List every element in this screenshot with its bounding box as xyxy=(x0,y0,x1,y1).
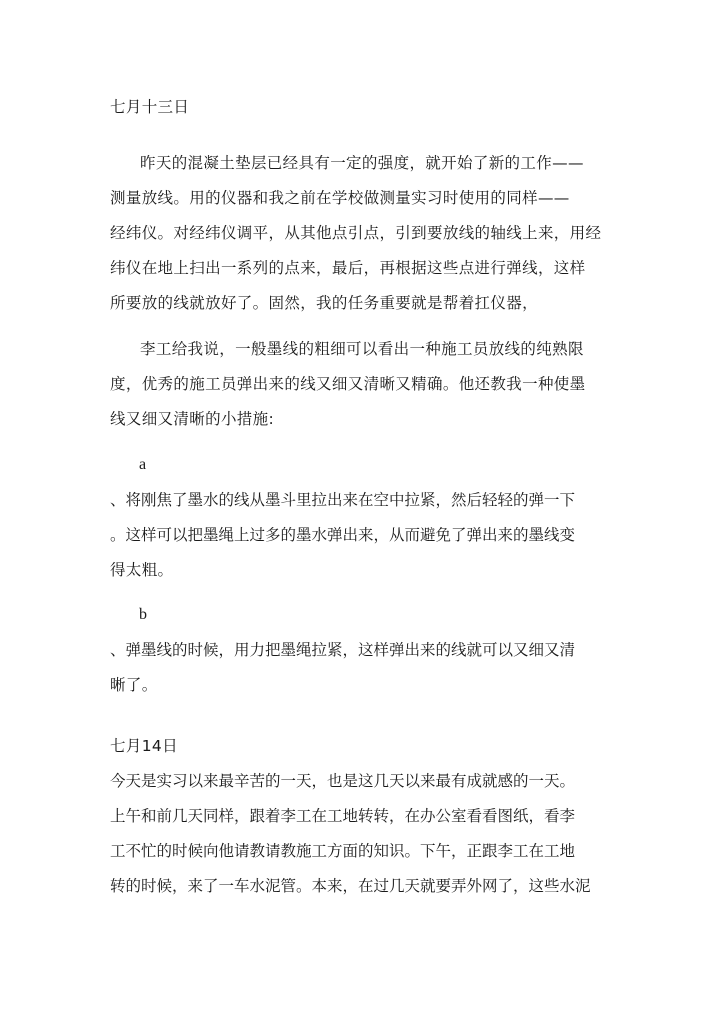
list-item-line: 晰了。 xyxy=(110,676,158,694)
paragraph-line: 度，优秀的施工员弹出来的线又细又清晰又精确。他还教我一种使墨 xyxy=(110,375,586,393)
paragraph-line: 李工给我说，一般墨线的粗细可以看出一种施工员放线的纯熟限 xyxy=(140,340,584,358)
paragraph-line: 所要放的线就放好了。固然，我的任务重要就是帮着扛仪器， xyxy=(110,294,538,312)
list-item-line: 、弹墨线的时候，用力把墨绳拉紧，这样弹出来的线就可以又细又清 xyxy=(110,641,576,659)
list-item-line: 。这样可以把墨绳上过多的墨水弹出来，从而避免了弹出来的墨线变 xyxy=(110,526,576,544)
paragraph-line: 转的时候，来了一车水泥管。本来，在过几天就要弄外网了，这些水泥 xyxy=(110,877,591,895)
heading-july-14: 七月14日 xyxy=(110,737,178,755)
heading-july-13: 七月十三日 xyxy=(110,98,190,116)
list-item-line: 得太粗。 xyxy=(110,561,174,579)
paragraph-line: 测量放线。用的仪器和我之前在学校做测量实习时使用的同样—— xyxy=(110,189,570,207)
paragraph-line: 今天是实习以来最辛苦的一天，也是这几天以来最有成就感的一天。 xyxy=(110,772,576,790)
paragraph-line: 昨天的混凝土垫层已经具有一定的强度，就开始了新的工作—— xyxy=(140,154,584,172)
paragraph-line: 经纬仪。对经纬仪调平，从其他点引点，引到要放线的轴线上来，用经 xyxy=(110,224,602,242)
paragraph-line: 工不忙的时候向他请教请教施工方面的知识。下午，正跟李工在工地 xyxy=(110,842,576,860)
list-item-line: 、将刚焦了墨水的线从墨斗里拉出来在空中拉紧，然后轻轻的弹一下 xyxy=(110,491,576,509)
paragraph-line: 线又细又清晰的小措施: xyxy=(110,410,275,428)
list-marker-a: a xyxy=(139,456,147,473)
paragraph-line: 纬仪在地上扫出一系列的点来，最后，再根据这些点进行弹线，这样 xyxy=(110,259,586,277)
list-marker-b: b xyxy=(139,606,148,623)
paragraph-line: 上午和前几天同样，跟着李工在工地转转，在办公室看看图纸，看李 xyxy=(110,807,576,825)
